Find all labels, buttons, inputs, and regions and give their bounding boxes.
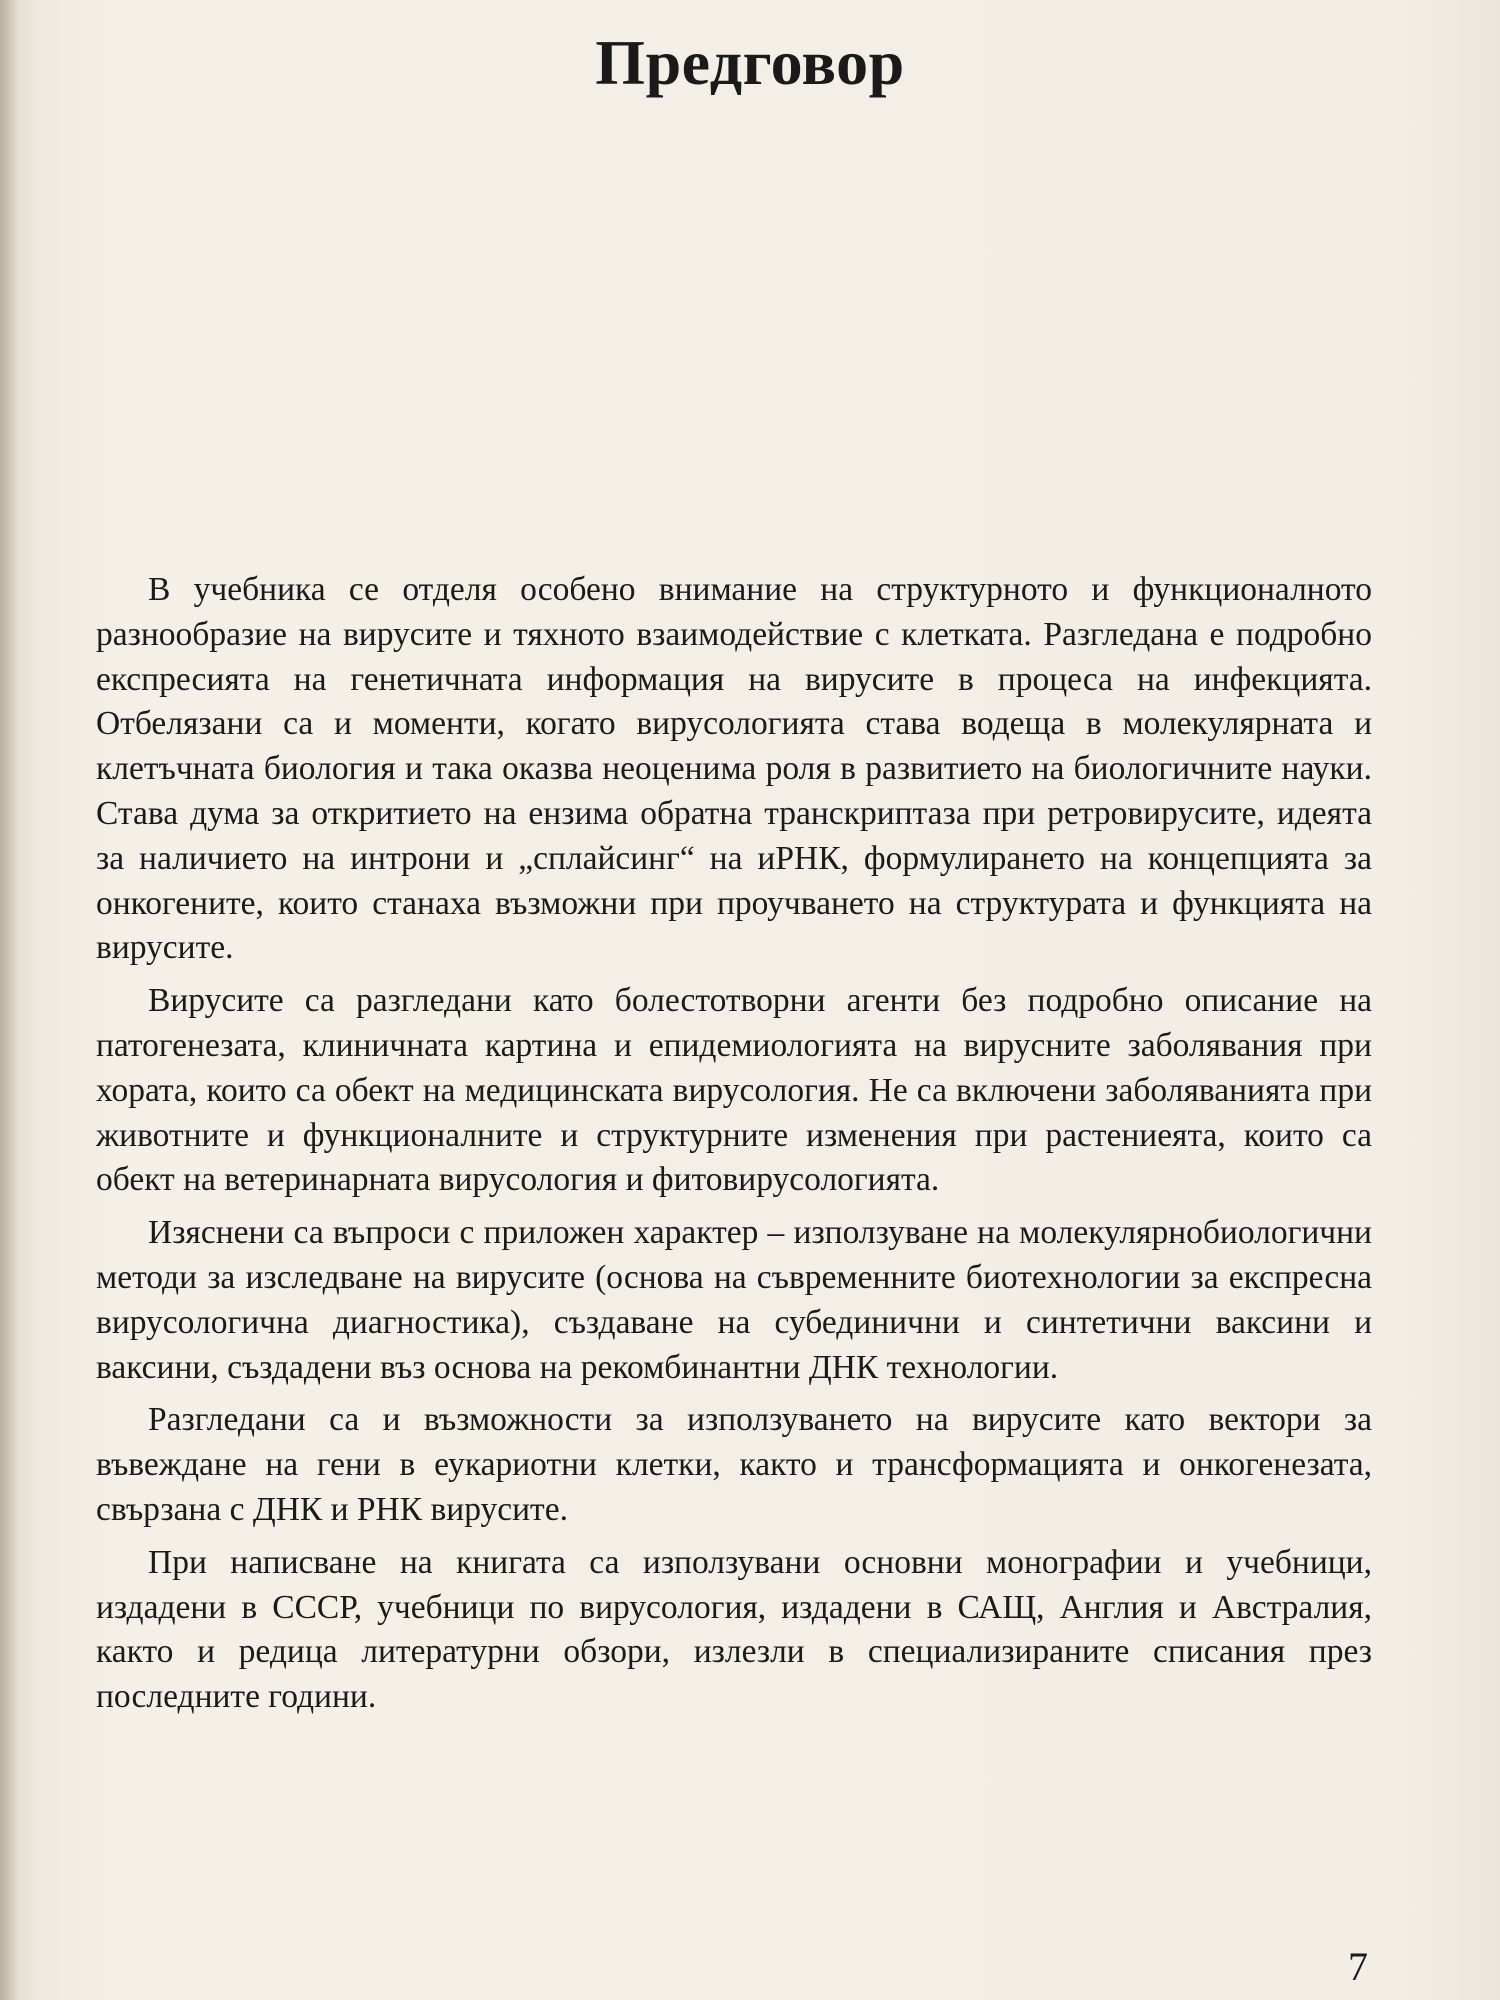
page-number: 7 — [1348, 1944, 1368, 1989]
book-gutter-shadow — [0, 0, 18, 2000]
paragraph: В учебника се отделя особено внимание на структурното и функционалното разнообразие на вирусите и тяхното взаимодействие с клетката. Разгледана е подробно експресията на генетичната информация на вирусите в процеса на инфекцията. Отбелязани са и моменти, когато вирусологията става водеща в молекулярната и клетъчната биология и така оказва неоценима роля в развитието на биологичните науки. Става дума за откритието на ензима обратна транскриптаза при ретровирусите, идеята за наличието на интрони и „сплайсинг“ на иРНК, формулирането на концепцията за онкогените, които станаха възможни при проучването на структурата и функцията на вирусите. — [96, 571, 1372, 967]
paragraph: При написване на книгата са използувани основни монографии и учебници, издадени в СССР, учебници по вирусология, издадени в САЩ, Англия и Австралия, както и редица литературни обзори, излезли в специализираните списания през последните години. — [96, 1543, 1372, 1716]
paragraph: Разгледани са и възможности за използуването на вирусите като вектори за въвеждане на гени в еукариотни клетки, както и трансформацията и онкогенезата, свързана с ДНК и РНК вирусите. — [96, 1401, 1372, 1528]
paragraph: Изяснени са въпроси с приложен характер – използуване на молекулярнобиологични методи за изследване на вирусите (основа на съвременните биотехнологии за експресна вирусологична диагностика), създаване на субединични и синтетични ваксини и ваксини, създадени въз основа на рекомбинантни ДНК технологии. — [96, 1214, 1372, 1386]
page-title: Предговор — [595, 27, 905, 98]
paragraph: Вирусите са разгледани като болестотворни агенти без подробно описание на патогенезата, клиничната картина и епидемиологията на вирусните заболявания при хората, които са обект на медицинската вирусология. Не са включени заболяванията при животните и функционалните и структурните изменения при растениеята, които са обект на ветеринарната вирусология и фитовирусологията. — [96, 982, 1372, 1199]
preface-body — [96, 568, 1372, 1728]
